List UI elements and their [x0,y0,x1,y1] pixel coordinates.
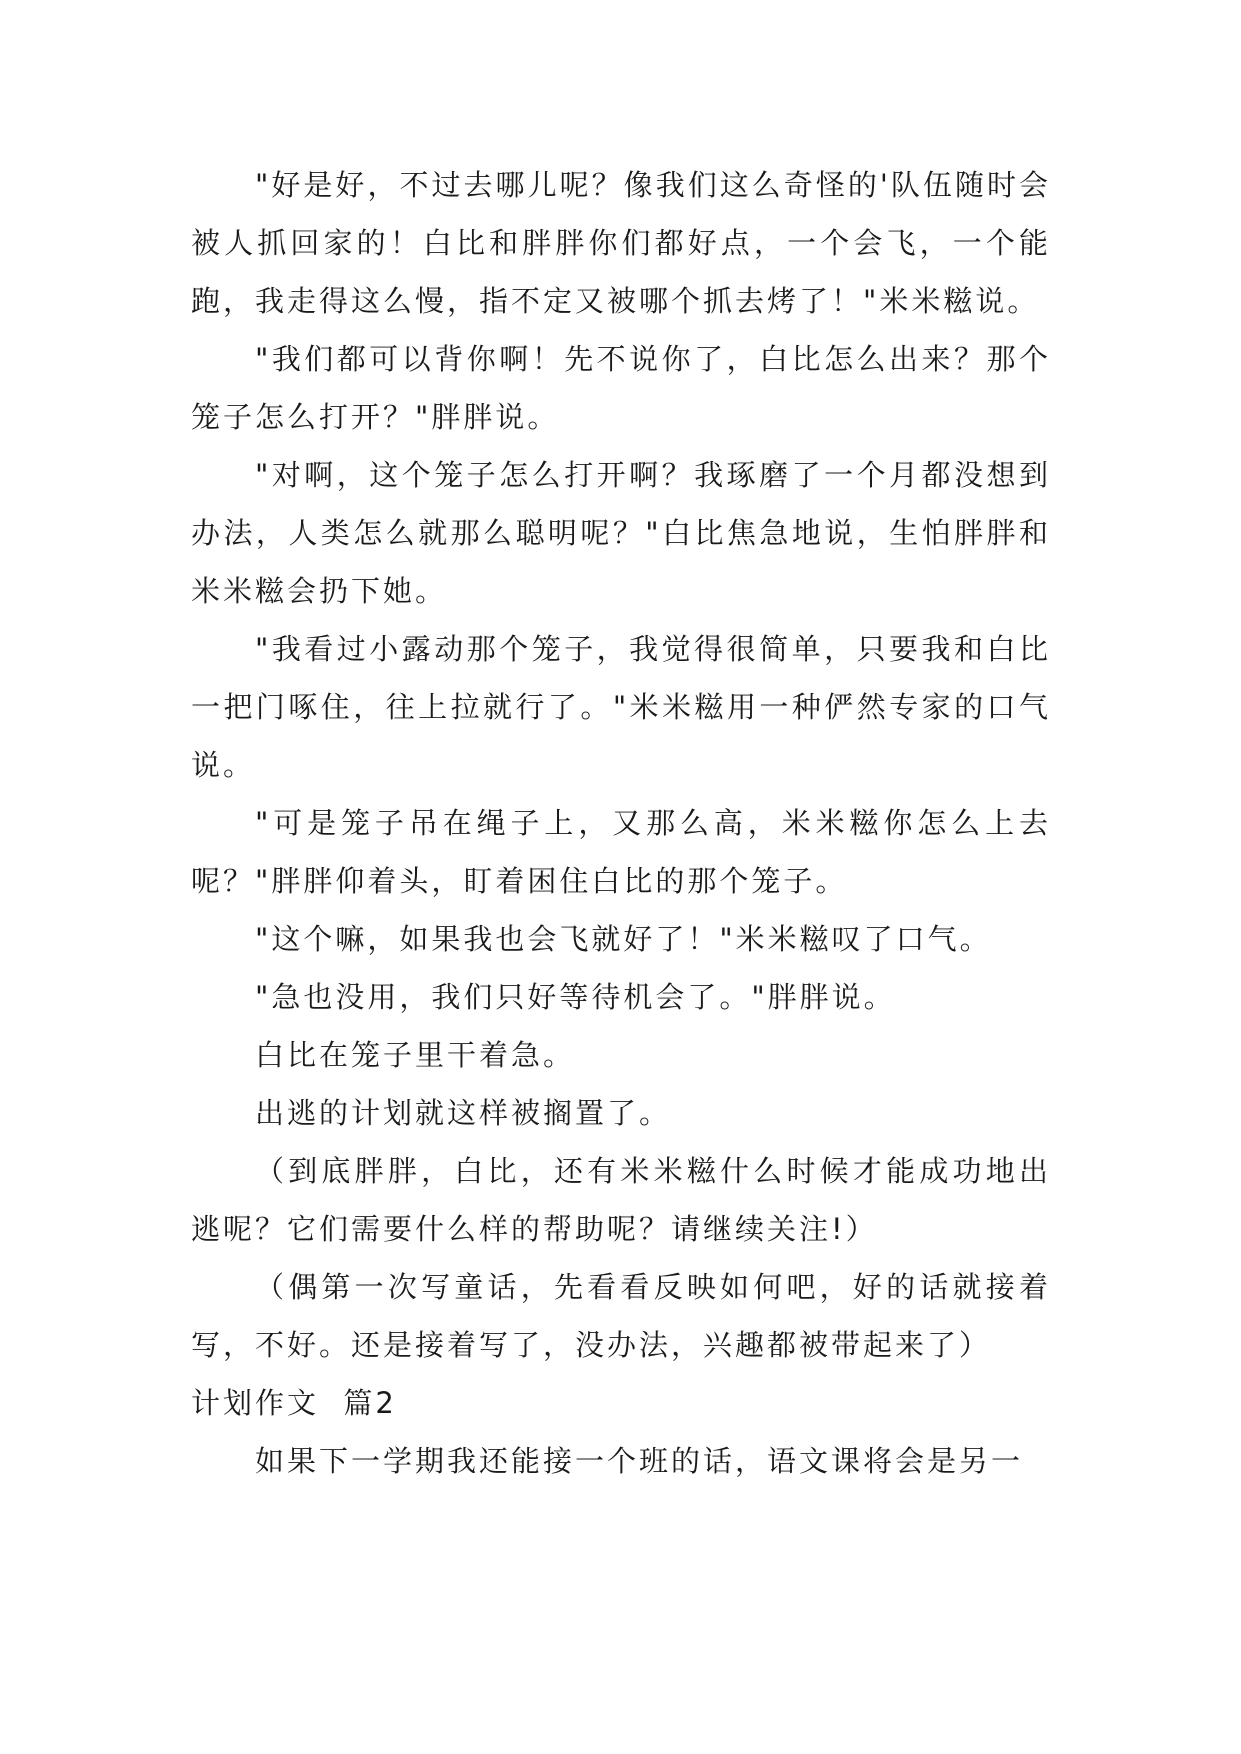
document-body [191,156,1051,1490]
paragraph: "急也没用，我们只好等待机会了。"胖胖说。 [255,980,896,1014]
paragraph: "好是好，不过去哪儿呢？像我们这么奇怪的'队伍随时会被人抓回家的！白比和胖胖你们都好点，一个会飞，一个能跑，我走得这么慢，指不定又被哪个抓去烤了！"米米糍说。 [191,168,1051,318]
paragraph: 出逃的计划就这样被搁置了。 [255,1096,672,1130]
paragraph: "这个嘛，如果我也会飞就好了！"米米糍叹了口气。 [255,922,992,956]
paragraph: "对啊，这个笼子怎么打开啊？我琢磨了一个月都没想到办法，人类怎么就那么聪明呢？"白比焦急地说，生怕胖胖和米米糍会扔下她。 [191,458,1051,608]
paragraph: "我看过小露动那个笼子，我觉得很简单，只要我和白比一把门啄住，往上拉就行了。"米米糍用一种俨然专家的口气说。 [191,632,1051,782]
paragraph: "可是笼子吊在绳子上，又那么高，米米糍你怎么上去呢？"胖胖仰着头，盯着困住白比的那个笼子。 [191,806,1051,898]
section-heading: 计划作文 篇2 [191,1386,397,1420]
paragraph: （到底胖胖，白比，还有米米糍什么时候才能成功地出逃呢？它们需要什么样的帮助呢？请继续关注!） [191,1154,1051,1246]
paragraph: （偶第一次写童话，先看看反映如何吧，好的话就接着写，不好。还是接着写了，没办法，兴趣都被带起来了） [191,1270,1051,1362]
paragraph: "我们都可以背你啊！先不说你了，白比怎么出来？那个笼子怎么打开？"胖胖说。 [191,342,1051,434]
paragraph: 如果下一学期我还能接一个班的话，语文课将会是另一 [255,1444,1024,1478]
paragraph: 白比在笼子里干着急。 [255,1038,576,1072]
